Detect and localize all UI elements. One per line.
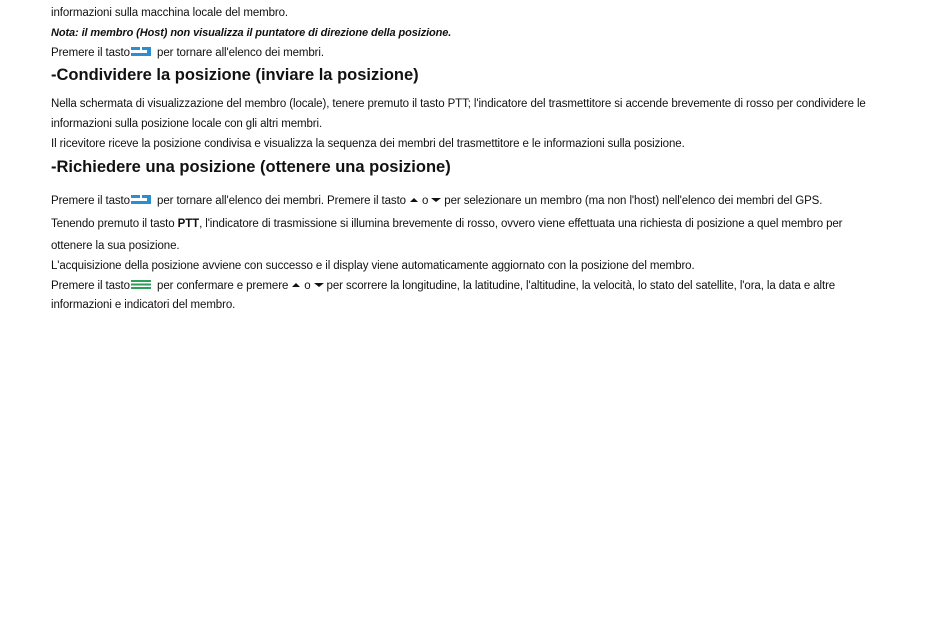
section-heading-request: -Richiedere una posizione (ottenere una posizione) [51,158,451,176]
up-arrow-icon [409,196,419,204]
text-line: informazioni e indicatori del membro. [51,299,236,311]
text-fragment: Premere il tasto [51,280,130,292]
ptt-key-label: PTT [177,218,200,230]
note-line: Nota: il membro (Host) non visualizza il puntatore di direzione della posizione. [51,27,452,39]
down-arrow-icon [314,281,324,289]
text-fragment: per tornare all'elenco dei membri. Premere il tasto [157,195,406,207]
text-fragment: o [421,195,429,207]
text-line: Il ricevitore riceve la posizione condivisa e visualizza la sequenza dei membri del trasmettitore e le informazioni sulla posizione. [51,138,685,150]
text-line: informazioni sulla posizione locale con gli altri membri. [51,118,323,130]
text-fragment: per tornare all'elenco dei membri. [157,47,324,59]
text-fragment: Premere il tasto [51,47,130,59]
text-line: L'acquisizione della posizione avviene con successo e il display viene automaticamente aggiornato con la posizione del membro. [51,260,695,272]
text-fragment: Tenendo premuto il tasto [51,218,178,230]
text-line: informazioni sulla macchina locale del membro. [51,7,289,19]
text-line: Nella schermata di visualizzazione del membro (locale), tenere premuto il tasto PTT; l'indicatore del trasmettitore si accende brevemente di rosso per condividere le [51,98,866,110]
down-arrow-icon [431,196,441,204]
text-line [51,46,324,60]
text-fragment: , l'indicatore di trasmissione si illumina brevemente di rosso, ovvero viene effettuata una richiesta di posizione a quel membro per [199,218,843,230]
back-key-icon [130,194,152,205]
text-fragment: per scorrere la longitudine, la latitudine, l'altitudine, la velocità, lo stato del satellite, l'ora, la data e altre [326,280,836,292]
menu-key-icon [130,279,152,290]
text-line [51,279,835,293]
text-fragment: Premere il tasto [51,195,130,207]
text-fragment: o [304,280,311,292]
up-arrow-icon [291,281,301,289]
text-fragment: per selezionare un membro (ma non l'host) nell'elenco dei membri del GPS. [444,195,823,207]
text-line [51,194,822,208]
text-line [51,217,842,231]
back-key-icon [130,46,152,57]
section-heading-share: -Condividere la posizione (inviare la posizione) [51,66,419,84]
text-line: ottenere la sua posizione. [51,240,180,252]
text-fragment: per confermare e premere [157,280,289,292]
